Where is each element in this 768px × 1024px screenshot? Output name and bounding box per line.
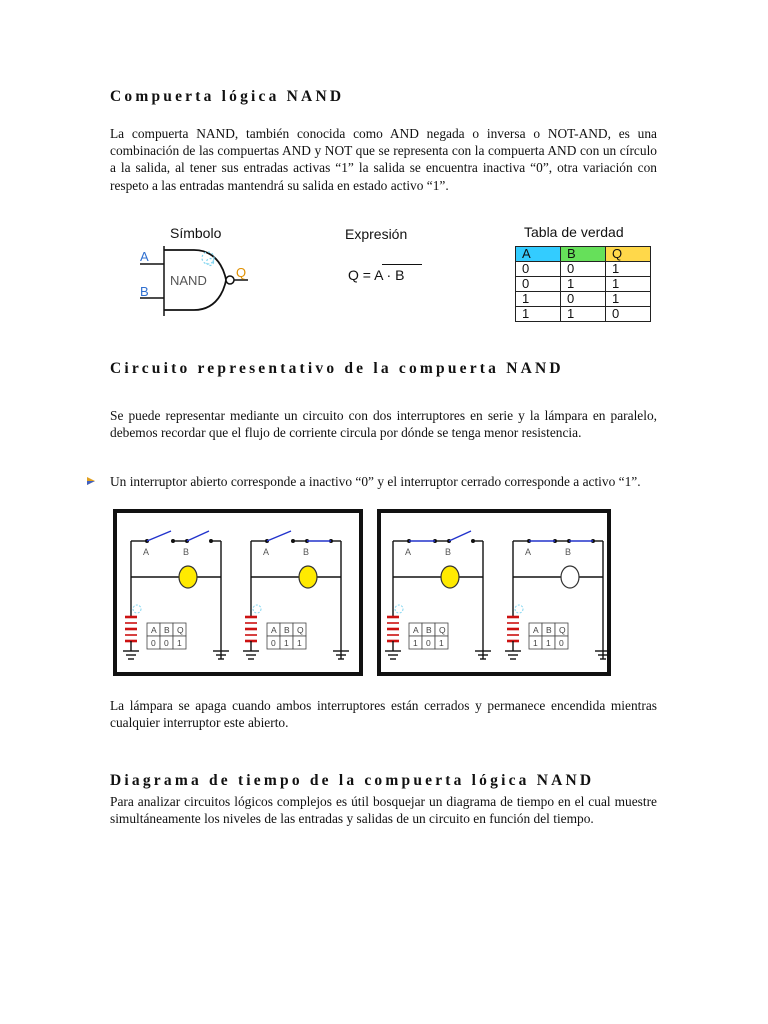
table-cell: 0	[561, 292, 606, 307]
table-cell-text: B	[164, 625, 170, 635]
expression-formula: Q = A · B	[348, 267, 405, 283]
table-cell-text: 1	[533, 638, 538, 648]
table-row	[516, 307, 651, 322]
table-cell-text: 0	[559, 638, 564, 648]
paragraph-lamp: La lámpara se apaga cuando ambos interruptores están cerrados y permanece encendida mientras cualquier interruptor este abierto.	[110, 698, 657, 731]
table-cell-text: Q	[297, 625, 304, 635]
lamp-on-icon	[441, 566, 459, 588]
table-cell: 1	[561, 277, 606, 292]
table-row	[516, 292, 651, 307]
table-row	[516, 262, 651, 277]
bullet-arrow-icon	[86, 476, 96, 486]
table-cell-text: A	[533, 625, 539, 635]
truth-table	[515, 246, 651, 322]
table-cell: 1	[561, 307, 606, 322]
table-cell: 1	[516, 307, 561, 322]
expression-overline	[382, 264, 422, 265]
table-cell-text: B	[546, 625, 552, 635]
table-row	[516, 277, 651, 292]
table-cell-text: 0	[426, 638, 431, 648]
lamp-on-icon	[299, 566, 317, 588]
table-cell: 1	[516, 292, 561, 307]
table-cell-text: B	[284, 625, 290, 635]
symbol-title: Símbolo	[170, 225, 222, 241]
switch-a-label: A	[525, 547, 532, 557]
table-cell-text: 1	[546, 638, 551, 648]
table-cell-text: 0	[271, 638, 276, 648]
lamp-on-icon	[179, 566, 197, 588]
table-cell-text: A	[413, 625, 419, 635]
table-cell: 0	[516, 262, 561, 277]
truth-table-header-row	[516, 247, 651, 262]
switch-a-label: A	[405, 547, 412, 557]
table-cell: 1	[606, 262, 651, 277]
table-cell: 0	[561, 262, 606, 277]
table-cell-text: 0	[151, 638, 156, 648]
table-cell: 1	[606, 292, 651, 307]
table-cell: 0	[606, 307, 651, 322]
table-cell-text: A	[151, 625, 157, 635]
truth-table-header-b: B	[561, 247, 606, 262]
switch-b-label: B	[303, 547, 310, 557]
paragraph-circuit: Se puede representar mediante un circuito con dos interruptores en serie y la lámpara en paralelo, debemos recordar que el flujo de corriente circula por dónde se tenga menor resistencia.	[110, 408, 657, 441]
switch-a-label: A	[263, 547, 270, 557]
table-cell-text: 1	[297, 638, 302, 648]
switch-a-label: A	[143, 547, 150, 557]
paragraph-timing: Para analizar circuitos lógicos complejos es útil bosquejar un diagrama de tiempo en el cual muestre simultáneamente los niveles de las entradas y salidas de un circuito en función del tiempo.	[110, 794, 657, 827]
input-a-label: A	[140, 249, 149, 264]
circuit-panel-right	[379, 511, 609, 674]
truth-table-title: Tabla de verdad	[524, 224, 624, 240]
switch-b-label: B	[183, 547, 190, 557]
switch-b-contact	[209, 539, 213, 543]
truth-table-header-q: Q	[606, 247, 651, 262]
table-cell-text: Q	[177, 625, 184, 635]
table-cell-text: Q	[439, 625, 446, 635]
table-cell-text: A	[271, 625, 277, 635]
gate-label: NAND	[170, 273, 207, 288]
table-cell-text: 0	[164, 638, 169, 648]
table-cell-text: 1	[284, 638, 289, 648]
table-cell-text: B	[426, 625, 432, 635]
paragraph-nand: La compuerta NAND, también conocida como AND negada o inversa o NOT-AND, es una combinación de las compuertas AND y NOT que se representa con la compuerta AND con un círculo a la salida, al tener sus entradas activas “1” la salida se encuentra inactiva “0”, otra variación con respeto a las entradas mantendrá su salida en estado activo “1”.	[110, 126, 657, 193]
table-cell-text: 1	[177, 638, 182, 648]
switch-a-contact	[171, 539, 175, 543]
circuit-diagrams	[113, 509, 611, 679]
switch-b-label: B	[565, 547, 572, 557]
table-cell-text: 1	[413, 638, 418, 648]
expression-title: Expresión	[345, 226, 408, 242]
lamp-off-icon	[561, 566, 579, 588]
switch-a-contact	[291, 539, 295, 543]
heading-timing: Diagrama de tiempo de la compuerta lógica NAND	[110, 772, 595, 789]
switch-b-contact	[471, 539, 475, 543]
table-cell: 0	[516, 277, 561, 292]
bullet-text: Un interruptor abierto corresponde a inactivo “0” y el interruptor cerrado corresponde a activo “1”.	[110, 474, 641, 489]
table-cell: 1	[606, 277, 651, 292]
input-b-label: B	[140, 284, 149, 299]
nand-gate-symbol	[130, 240, 270, 320]
circuit-panel-left	[115, 511, 361, 674]
switch-b-label: B	[445, 547, 452, 557]
heading-nand: Compuerta lógica NAND	[110, 88, 345, 105]
truth-table-header-a: A	[516, 247, 561, 262]
output-q-label: Q	[236, 265, 247, 280]
heading-circuit: Circuito representativo de la compuerta NAND	[110, 360, 564, 377]
table-cell-text: Q	[559, 625, 566, 635]
table-cell-text: 1	[439, 638, 444, 648]
